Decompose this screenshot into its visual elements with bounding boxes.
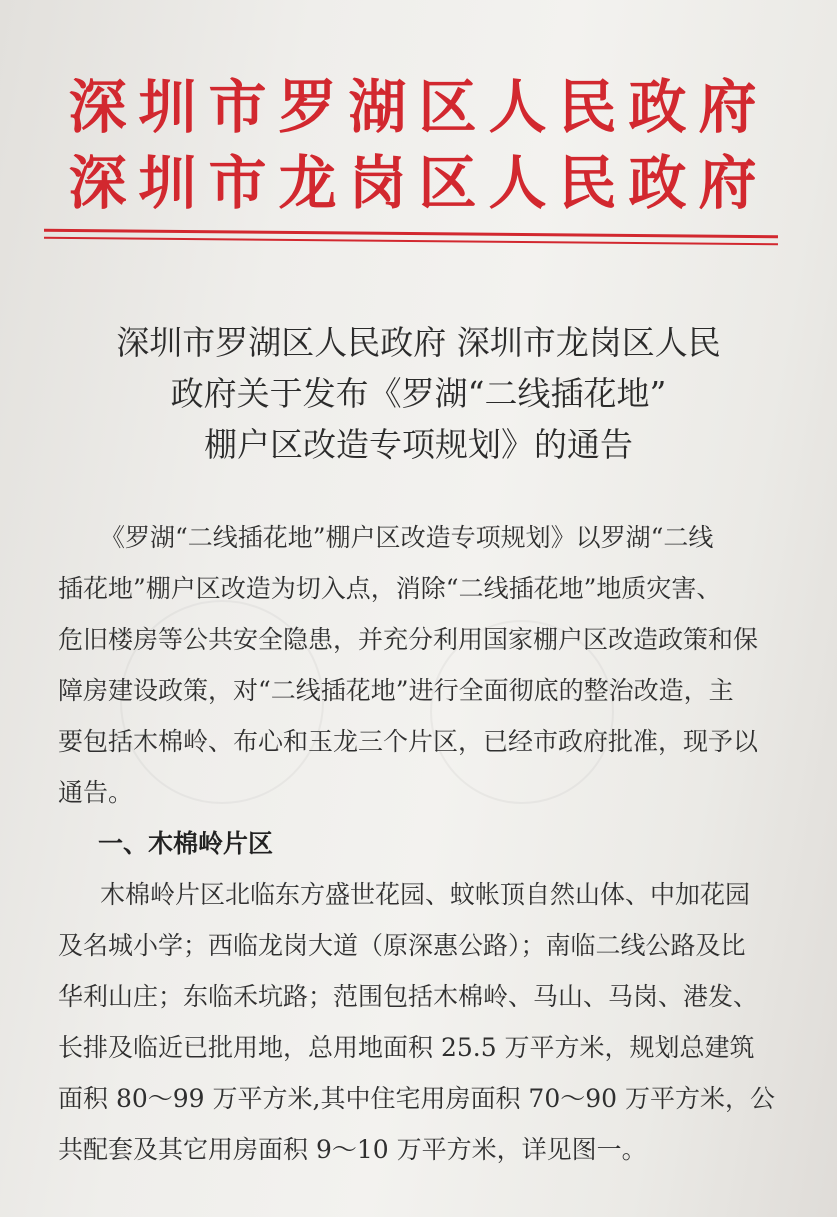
intro-line-4: 障房建设政策，对“二线插花地”进行全面彻底的整治改造，主 — [58, 676, 734, 705]
intro-line-1: 《罗湖“二线插花地”棚户区改造专项规划》以罗湖“二线 — [100, 523, 714, 552]
issuer-header-luohu: 深圳市罗湖区人民政府 — [68, 73, 769, 141]
section-1-line-2: 及名城小学；西临龙岗大道（原深惠公路）；南临二线公路及比 — [58, 931, 746, 960]
red-divider-thin — [44, 237, 778, 245]
intro-line-6: 通告。 — [58, 778, 134, 807]
notice-title-line-2: 政府关于发布《罗湖“二线插花地” — [170, 374, 667, 413]
intro-line-3: 危旧楼房等公共安全隐患，并充分利用国家棚户区改造政策和保 — [58, 625, 759, 654]
section-1-line-4: 长排及临近已批用地，总用地面积 25.5 万平方米，规划总建筑 — [58, 1033, 755, 1062]
section-1-line-6: 共配套及其它用房面积 9～10 万平方米，详见图一。 — [58, 1135, 647, 1164]
section-1-line-1: 木棉岭片区北临东方盛世花园、蚊帐顶自然山体、中加花园 — [100, 880, 751, 909]
notice-title-line-1: 深圳市罗湖区人民政府 深圳市龙岗区人民 — [116, 323, 721, 362]
section-1-line-5: 面积 80～99 万平方米,其中住宅用房面积 70～90 万平方米，公 — [58, 1084, 775, 1113]
intro-line-2: 插花地”棚户区改造为切入点，消除“二线插花地”地质灾害、 — [58, 574, 722, 603]
intro-line-5: 要包括木棉岭、布心和玉龙三个片区，已经市政府批准，现予以 — [58, 727, 759, 756]
issuer-header-longgang: 深圳市龙岗区人民政府 — [68, 149, 769, 217]
section-heading-mumianling: 一、木棉岭片区 — [98, 829, 274, 858]
notice-title-line-3: 棚户区改造专项规划》的通告 — [204, 425, 633, 464]
section-1-line-3: 华利山庄；东临禾坑路；范围包括木棉岭、马山、马岗、港发、 — [58, 982, 759, 1011]
